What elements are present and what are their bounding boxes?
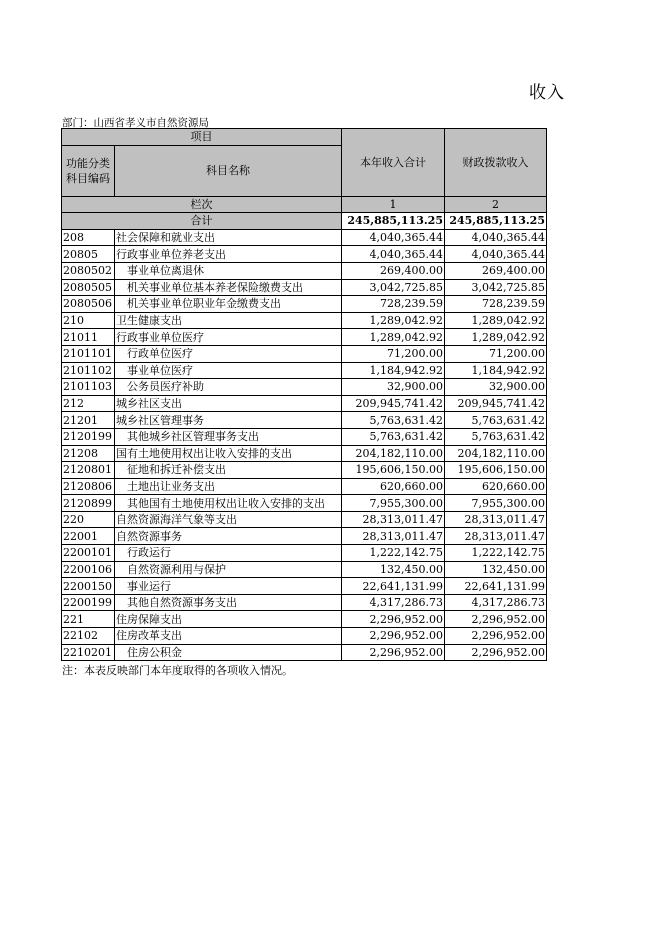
row-total-income: 5,763,631.42 — [342, 428, 445, 445]
row-code: 212 — [62, 395, 115, 412]
row-fiscal-income: 204,182,110.00 — [445, 445, 547, 462]
row-fiscal-income: 5,763,631.42 — [445, 412, 547, 429]
table-row — [62, 329, 547, 346]
row-fiscal-income: 32,900.00 — [445, 379, 547, 396]
row-fiscal-income: 620,660.00 — [445, 478, 547, 495]
row-subject-name: 行政事业单位医疗 — [115, 329, 342, 346]
row-total-income: 269,400.00 — [342, 262, 445, 279]
row-fiscal-income: 209,945,741.42 — [445, 395, 547, 412]
row-subject-name: 征地和拆迁补偿支出 — [115, 462, 342, 479]
row-code: 2101102 — [62, 362, 115, 379]
table-row — [62, 229, 547, 246]
row-code: 220 — [62, 511, 115, 528]
row-code: 2200150 — [62, 578, 115, 595]
row-fiscal-income: 28,313,011.47 — [445, 528, 547, 545]
row-total-income: 2,296,952.00 — [342, 611, 445, 628]
table-row — [62, 628, 547, 645]
row-subject-name: 社会保障和就业支出 — [115, 229, 342, 246]
header-row-1 — [62, 129, 547, 146]
row-subject-name: 土地出让业务支出 — [115, 478, 342, 495]
row-total-income: 22,641,131.99 — [342, 578, 445, 595]
row-fiscal-income: 5,763,631.42 — [445, 428, 547, 445]
row-fiscal-income: 1,184,942.92 — [445, 362, 547, 379]
row-subject-name: 事业单位医疗 — [115, 362, 342, 379]
sum-total: 245,885,113.25 — [342, 213, 445, 230]
row-code: 2101103 — [62, 379, 115, 396]
row-total-income: 195,606,150.00 — [342, 462, 445, 479]
income-table — [61, 128, 547, 661]
row-fiscal-income: 728,239.59 — [445, 296, 547, 313]
column-number-2: 2 — [445, 196, 547, 213]
row-total-income: 32,900.00 — [342, 379, 445, 396]
table-row — [62, 578, 547, 595]
row-fiscal-income: 3,042,725.85 — [445, 279, 547, 296]
row-total-income: 71,200.00 — [342, 345, 445, 362]
row-subject-name: 住房保障支出 — [115, 611, 342, 628]
row-fiscal-income: 7,955,300.00 — [445, 495, 547, 512]
table-row — [62, 611, 547, 628]
row-fiscal-income: 1,222,142.75 — [445, 545, 547, 562]
table-row — [62, 478, 547, 495]
row-subject-name: 住房公积金 — [115, 644, 342, 661]
header-fiscal-income: 财政拨款收入 — [445, 129, 547, 197]
row-subject-name: 事业单位离退休 — [115, 262, 342, 279]
row-total-income: 4,317,286.73 — [342, 594, 445, 611]
row-code: 21208 — [62, 445, 115, 462]
sum-row — [62, 213, 547, 230]
row-total-income: 1,289,042.92 — [342, 329, 445, 346]
row-total-income: 204,182,110.00 — [342, 445, 445, 462]
row-subject-name: 其他国有土地使用权出让收入安排的支出 — [115, 495, 342, 512]
row-code: 208 — [62, 229, 115, 246]
row-code: 2200199 — [62, 594, 115, 611]
row-subject-name: 事业运行 — [115, 578, 342, 595]
row-total-income: 2,296,952.00 — [342, 644, 445, 661]
row-fiscal-income: 132,450.00 — [445, 561, 547, 578]
row-subject-name: 行政单位医疗 — [115, 345, 342, 362]
row-fiscal-income: 1,289,042.92 — [445, 312, 547, 329]
row-total-income: 28,313,011.47 — [342, 511, 445, 528]
row-total-income: 1,222,142.75 — [342, 545, 445, 562]
row-code: 2080506 — [62, 296, 115, 313]
table-row — [62, 395, 547, 412]
table-row — [62, 511, 547, 528]
row-fiscal-income: 2,296,952.00 — [445, 611, 547, 628]
table-row — [62, 379, 547, 396]
row-subject-name: 住房改革支出 — [115, 628, 342, 645]
table-row — [62, 462, 547, 479]
table-row — [62, 428, 547, 445]
row-code: 2120801 — [62, 462, 115, 479]
row-code: 21201 — [62, 412, 115, 429]
header-total-income: 本年收入合计 — [342, 129, 445, 197]
row-total-income: 132,450.00 — [342, 561, 445, 578]
row-code: 2080505 — [62, 279, 115, 296]
row-subject-name: 机关事业单位职业年金缴费支出 — [115, 296, 342, 313]
row-code: 2120199 — [62, 428, 115, 445]
header-subject-name: 科目名称 — [115, 145, 342, 196]
row-fiscal-income: 1,289,042.92 — [445, 329, 547, 346]
row-code: 2120899 — [62, 495, 115, 512]
row-code: 22001 — [62, 528, 115, 545]
row-total-income: 620,660.00 — [342, 478, 445, 495]
header-item: 项目 — [62, 129, 342, 146]
row-fiscal-income: 2,296,952.00 — [445, 628, 547, 645]
row-total-income: 28,313,011.47 — [342, 528, 445, 545]
row-subject-name: 国有土地使用权出让收入安排的支出 — [115, 445, 342, 462]
row-subject-name: 城乡社区支出 — [115, 395, 342, 412]
column-number-1: 1 — [342, 196, 445, 213]
table-row — [62, 312, 547, 329]
row-subject-name: 行政事业单位养老支出 — [115, 246, 342, 263]
row-total-income: 7,955,300.00 — [342, 495, 445, 512]
row-total-income: 728,239.59 — [342, 296, 445, 313]
row-fiscal-income: 71,200.00 — [445, 345, 547, 362]
row-code: 2120806 — [62, 478, 115, 495]
row-code: 2080502 — [62, 262, 115, 279]
table-note: 注：本表反映部门本年度取得的各项收入情况。 — [62, 664, 293, 677]
sum-label: 合计 — [62, 213, 342, 230]
row-code: 21011 — [62, 329, 115, 346]
row-subject-name: 公务员医疗补助 — [115, 379, 342, 396]
row-fiscal-income: 195,606,150.00 — [445, 462, 547, 479]
table-row — [62, 412, 547, 429]
row-subject-name: 行政运行 — [115, 545, 342, 562]
table-row — [62, 279, 547, 296]
row-fiscal-income: 28,313,011.47 — [445, 511, 547, 528]
row-code: 20805 — [62, 246, 115, 263]
row-subject-name: 自然资源事务 — [115, 528, 342, 545]
table-row — [62, 296, 547, 313]
table-row — [62, 495, 547, 512]
row-code: 221 — [62, 611, 115, 628]
row-subject-name: 自然资源利用与保护 — [115, 561, 342, 578]
row-total-income: 4,040,365.44 — [342, 246, 445, 263]
table-row — [62, 594, 547, 611]
table-row — [62, 345, 547, 362]
row-total-income: 1,289,042.92 — [342, 312, 445, 329]
row-code: 2101101 — [62, 345, 115, 362]
row-code: 2200101 — [62, 545, 115, 562]
row-total-income: 5,763,631.42 — [342, 412, 445, 429]
column-number-row — [62, 196, 547, 213]
row-subject-name: 其他城乡社区管理事务支出 — [115, 428, 342, 445]
row-subject-name: 自然资源海洋气象等支出 — [115, 511, 342, 528]
header-func-code: 功能分类科目编码 — [62, 145, 115, 196]
row-subject-name: 机关事业单位基本养老保险缴费支出 — [115, 279, 342, 296]
column-row-label: 栏次 — [62, 196, 342, 213]
row-fiscal-income: 269,400.00 — [445, 262, 547, 279]
row-code: 2210201 — [62, 644, 115, 661]
row-total-income: 1,184,942.92 — [342, 362, 445, 379]
table-row — [62, 545, 547, 562]
table-row — [62, 246, 547, 263]
table-row — [62, 445, 547, 462]
row-total-income: 209,945,741.42 — [342, 395, 445, 412]
row-subject-name: 其他自然资源事务支出 — [115, 594, 342, 611]
table-row — [62, 362, 547, 379]
row-fiscal-income: 4,040,365.44 — [445, 246, 547, 263]
row-fiscal-income: 22,641,131.99 — [445, 578, 547, 595]
row-code: 22102 — [62, 628, 115, 645]
row-total-income: 4,040,365.44 — [342, 229, 445, 246]
row-fiscal-income: 4,040,365.44 — [445, 229, 547, 246]
row-subject-name: 卫生健康支出 — [115, 312, 342, 329]
table-row — [62, 561, 547, 578]
page-title: 收入 — [529, 83, 565, 103]
row-code: 2200106 — [62, 561, 115, 578]
row-total-income: 3,042,725.85 — [342, 279, 445, 296]
table-row — [62, 528, 547, 545]
row-fiscal-income: 2,296,952.00 — [445, 644, 547, 661]
table-row — [62, 644, 547, 661]
row-code: 210 — [62, 312, 115, 329]
table-row — [62, 262, 547, 279]
department-label: 部门：山西省孝义市自然资源局 — [62, 117, 209, 129]
row-fiscal-income: 4,317,286.73 — [445, 594, 547, 611]
row-total-income: 2,296,952.00 — [342, 628, 445, 645]
row-subject-name: 城乡社区管理事务 — [115, 412, 342, 429]
sum-fiscal: 245,885,113.25 — [445, 213, 547, 230]
